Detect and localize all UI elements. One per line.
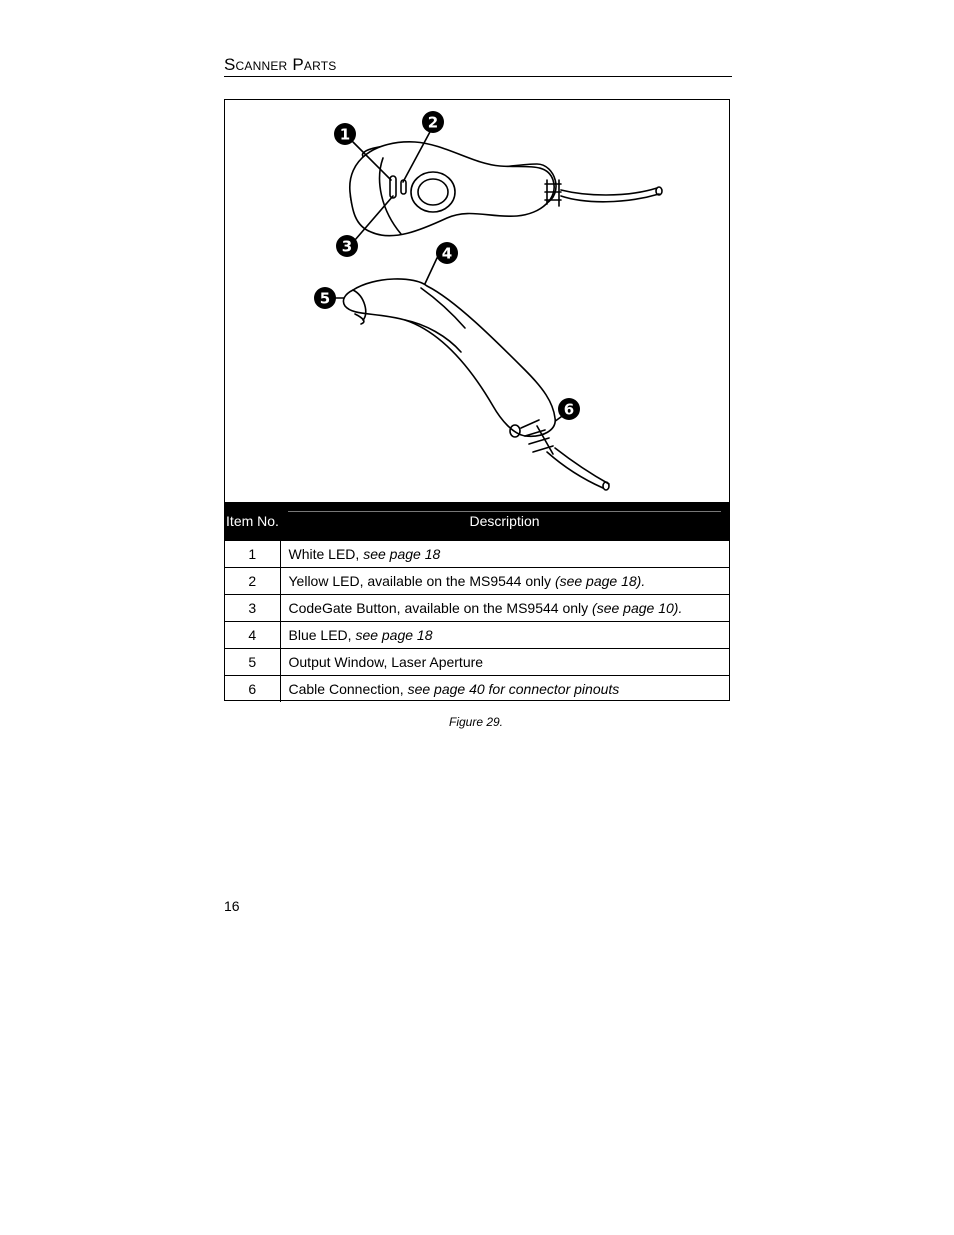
table-row [225, 595, 729, 622]
item-no-cell: 6 [225, 676, 280, 703]
description-cell: White LED, see page 18 [280, 541, 729, 568]
table-row [225, 649, 729, 676]
table-row [225, 568, 729, 595]
table-row [225, 676, 729, 703]
item-no-cell: 5 [225, 649, 280, 676]
callout-2 [422, 111, 444, 133]
svg-text:4: 4 [441, 244, 453, 263]
svg-text:2: 2 [427, 113, 439, 132]
item-no-cell: 4 [225, 622, 280, 649]
description-cell: Cable Connection, see page 40 for connector pinouts [280, 676, 729, 703]
description-cell: Blue LED, see page 18 [280, 622, 729, 649]
callout-3 [336, 235, 358, 257]
scanner-illustration [225, 100, 729, 502]
parts-table [225, 502, 729, 702]
table-row [225, 541, 729, 568]
table-header-row [225, 502, 729, 541]
description-cell: Output Window, Laser Aperture [280, 649, 729, 676]
figure-caption: Figure 29. [448, 715, 504, 729]
item-no-cell: 2 [225, 568, 280, 595]
svg-text:6: 6 [563, 400, 575, 419]
section-header: Scanner Parts [224, 55, 732, 77]
header-description: Description [280, 502, 729, 541]
description-cell: CodeGate Button, available on the MS9544 only (see page 10). [280, 595, 729, 622]
svg-text:3: 3 [341, 237, 353, 256]
page-number: 16 [224, 898, 240, 914]
header-item-no: Item No. [225, 502, 280, 541]
callout-4 [436, 242, 458, 264]
callout-6 [558, 398, 580, 420]
callout-5 [314, 287, 336, 309]
item-no-cell: 3 [225, 595, 280, 622]
item-no-cell: 1 [225, 541, 280, 568]
svg-text:1: 1 [339, 125, 351, 144]
svg-text:5: 5 [319, 289, 331, 308]
description-cell: Yellow LED, available on the MS9544 only (see page 18). [280, 568, 729, 595]
figure-box [224, 99, 730, 701]
callout-1 [334, 123, 356, 145]
table-row [225, 622, 729, 649]
